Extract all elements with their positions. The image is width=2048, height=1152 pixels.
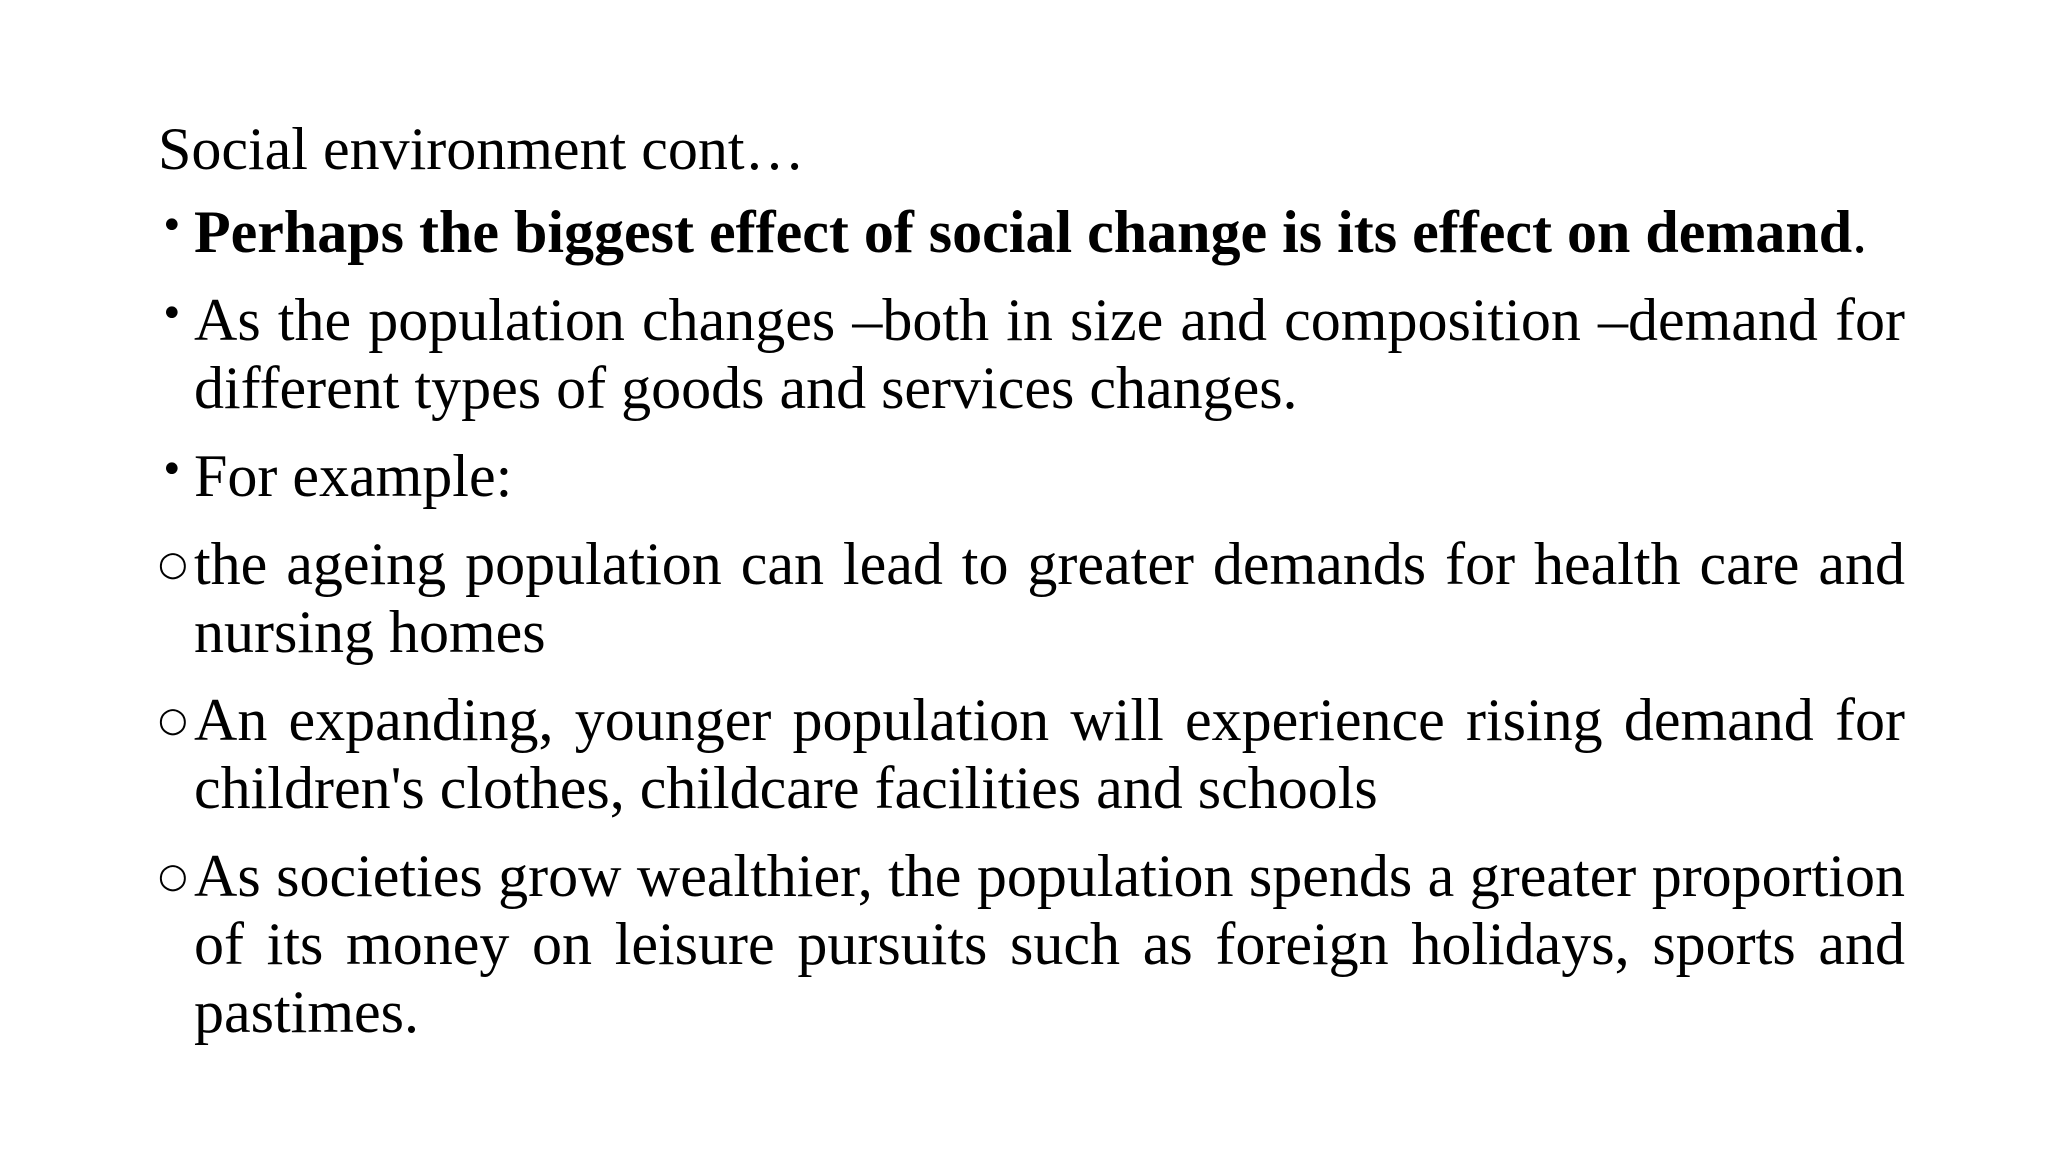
circle-bullet-marker: ○ — [158, 700, 188, 740]
circle-bullet-marker: ○ — [158, 856, 188, 896]
circle-bullet-marker: ○ — [158, 544, 188, 584]
sub-item-text: the ageing population can lead to greater demands for health care and nursing homes — [194, 531, 1905, 665]
bullet-item-population-changes — [158, 286, 1905, 422]
bullet-item-for-example — [158, 442, 1905, 510]
bullet-text-bold: Perhaps the biggest effect of social change is its effect on demand — [194, 199, 1853, 265]
bullet-marker: • — [160, 447, 184, 493]
bullet-marker: • — [160, 203, 184, 249]
bullet-text: As the population changes –both in size and composition –demand for different types of goods and services changes. — [194, 287, 1905, 421]
sub-item-text: As societies grow wealthier, the population spends a greater proportion of its money on leisure pursuits such as foreign holidays, sports and pastimes. — [194, 843, 1905, 1045]
slide-title: Social environment cont… — [158, 116, 805, 182]
sub-item-ageing-population — [158, 530, 1905, 666]
bullet-marker: • — [160, 291, 184, 337]
bullet-text-suffix: . — [1852, 199, 1868, 265]
sub-item-younger-population — [158, 686, 1905, 822]
sub-item-wealthier-societies — [158, 842, 1905, 1046]
bullet-item-social-change — [158, 198, 1905, 266]
sub-item-text: An expanding, younger population will experience rising demand for children's clothes, childcare facilities and schools — [194, 687, 1905, 821]
slide-content — [158, 110, 1905, 1066]
bullet-text: For example: — [194, 443, 513, 509]
